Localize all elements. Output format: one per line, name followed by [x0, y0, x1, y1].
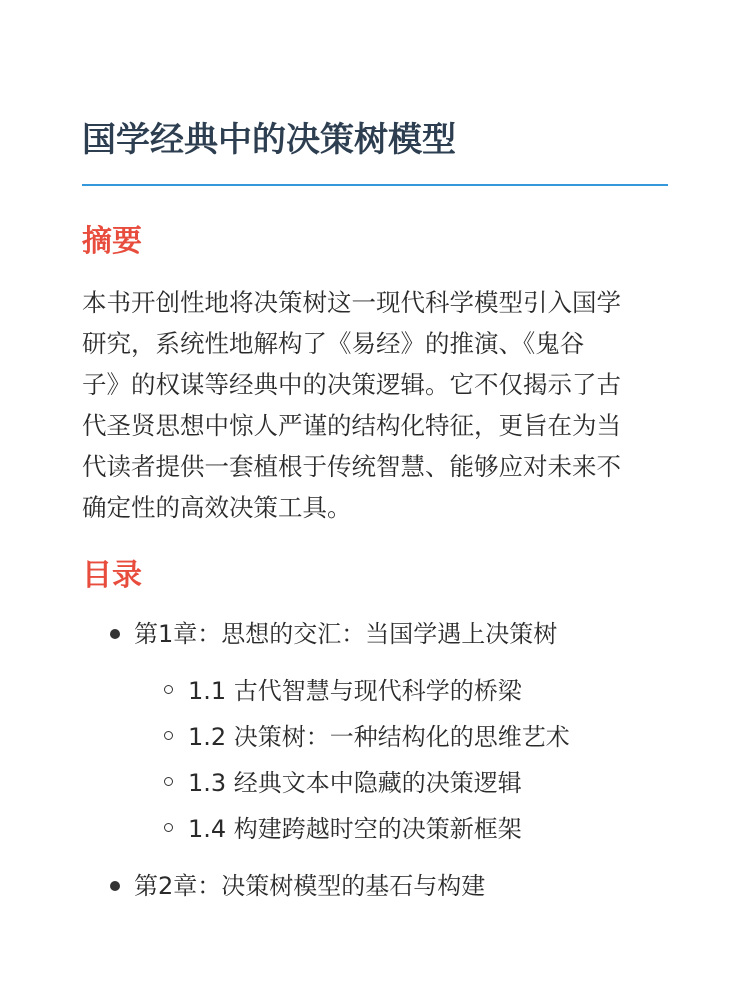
- filled-bullet-icon: [110, 629, 120, 639]
- section-label: 1.3 经典文本中隐藏的决策逻辑: [188, 769, 522, 797]
- hollow-bullet-icon: [164, 823, 173, 832]
- chapter-label: 第1章：思想的交汇：当国学遇上决策树: [134, 620, 558, 648]
- section-label: 1.2 决策树：一种结构化的思维艺术: [188, 723, 570, 751]
- section-label: 1.4 构建跨越时空的决策新框架: [188, 815, 522, 843]
- section-label: 1.1 古代智慧与现代科学的桥梁: [188, 677, 522, 705]
- toc-section-1-1[interactable]: [134, 668, 682, 714]
- abstract-paragraph: [82, 282, 672, 528]
- toc-section-1-4[interactable]: [134, 806, 682, 852]
- toc-section-1-2[interactable]: [134, 714, 682, 760]
- abstract-line: 确定性的高效决策工具。: [82, 493, 352, 522]
- abstract-heading: 摘要: [82, 224, 142, 259]
- title-divider: [82, 184, 668, 186]
- filled-bullet-icon: [110, 881, 120, 891]
- page-title: 国学经典中的决策树模型: [82, 120, 456, 160]
- abstract-line: 子》的权谋等经典中的决策逻辑。它不仅揭示了古: [82, 370, 621, 399]
- chapter-label: 第2章：决策树模型的基石与构建: [134, 872, 486, 900]
- abstract-line: 代读者提供一套植根于传统智慧、能够应对未来不: [82, 452, 621, 481]
- hollow-bullet-icon: [164, 777, 173, 786]
- toc-section-1-3[interactable]: [134, 760, 682, 806]
- table-of-contents: [82, 612, 682, 908]
- hollow-bullet-icon: [164, 731, 173, 740]
- toc-chapter-2[interactable]: [82, 864, 682, 908]
- abstract-line: 研究，系统性地解构了《易经》的推演、《鬼谷: [82, 329, 585, 358]
- chapter-1-sections: [134, 668, 682, 852]
- toc-heading: 目录: [82, 558, 142, 593]
- abstract-line: 本书开创性地将决策树这一现代科学模型引入国学: [82, 288, 621, 317]
- abstract-line: 代圣贤思想中惊人严谨的结构化特征，更旨在为当: [82, 411, 621, 440]
- hollow-bullet-icon: [164, 685, 173, 694]
- toc-chapter-1[interactable]: [82, 612, 682, 852]
